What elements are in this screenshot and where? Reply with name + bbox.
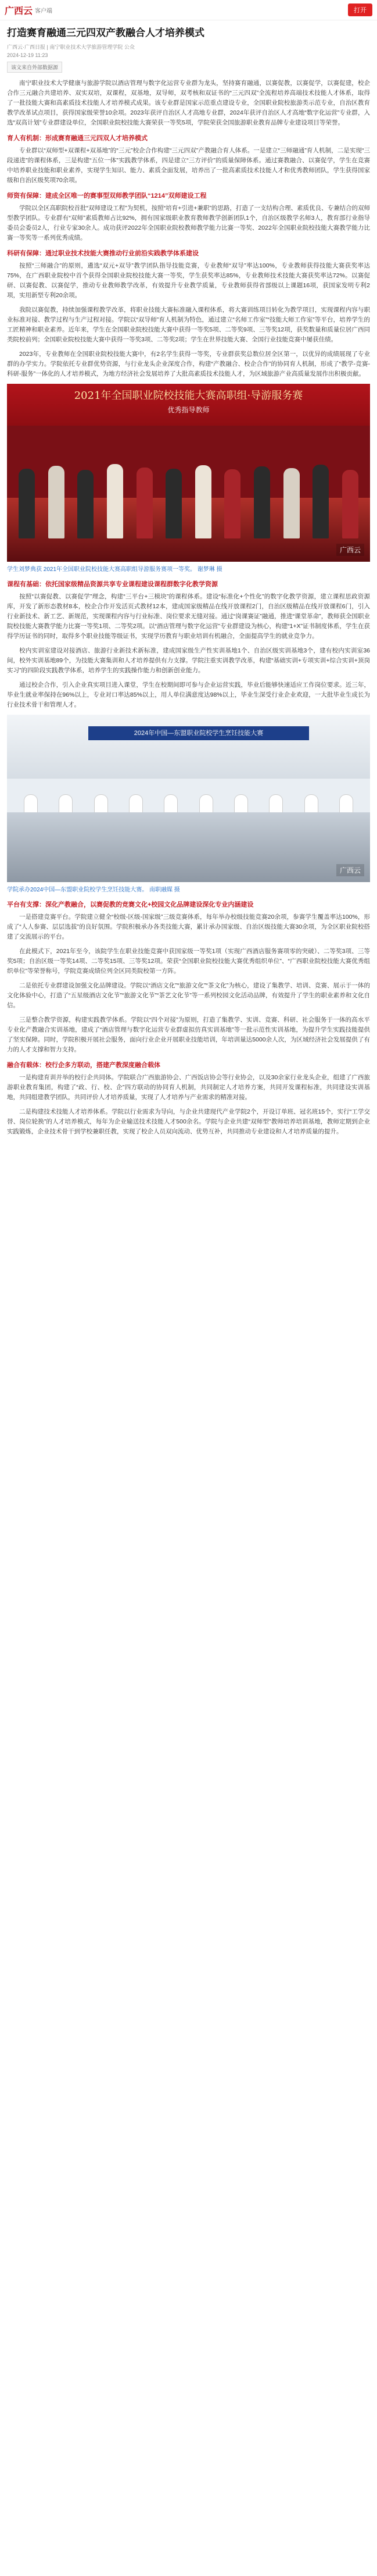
award-ceremony-photo[interactable] (7, 384, 370, 562)
section-heading: 平台有支撑：深化产教融合，以赛促教的竞赛文化+校园文化品牌建设深化专业内涵建设 (7, 901, 254, 908)
section-heading: 育人有机制：形成赛育融通三元四双人才培养模式 (7, 135, 148, 142)
photo-caption: 学院承办2024中国—东盟职业院校学生烹饪技能大赛。 南职融媒 摄 (7, 887, 180, 893)
section-paragraph: 在此模式下，2021年至今，该院学生在职业技能竞赛中获国家级一等奖1项（实现广西酒店服务赛项零的突破）、二等奖3项、三等奖5项；自治区级一等奖14项、二等奖15项、三等奖12项。荣获“全国职业院校技能大赛优秀组织单位”、“广西职业院校技能大赛优秀组织单位”等荣誉称号，学院竞赛成绩位列全区同类院校第一方阵。 (7, 948, 370, 975)
photo-watermark: 广西云 (336, 544, 364, 556)
section-paragraph: 一是构建育训并举的校行企共同体。学院联合广西旅游协会、广西饭店协会等行业协会，以及30余家行业龙头企业，组建了广西旅游职业教育集团，构建了“政、行、校、企”四方联动的协同育人机制，共同制定人才培养方案，共同开发课程标准，共同建设实训基地，共同组建教学团队，共同评价人才培养质量，实现了人才培养与产业需求的精准对接。 (7, 1074, 370, 1101)
person-figure (283, 468, 300, 538)
person-figure (107, 464, 123, 538)
section-paragraph: 2023年，专业教师在全国职业院校技能大赛中，有2名学生获得一等奖，专业群获奖总数位居全区第一，以优异的成绩展现了专业群的办学实力。学院依托专业群优势资源，与行业龙头企业深度合作，构建“产教融合、校企合作”的协同育人机制，形成了“教学-竞赛-科研-服务”一体化的人才培养模式，为地方经济社会发展培养了大批高素质技术技能人才，为区域旅游产业高质量发展作出积极贡献。 (7, 351, 370, 377)
app-logo[interactable] (5, 3, 52, 17)
article-source: 广西云·广西日报 | 南宁职业技术大学旅游管理学院 公众 (7, 44, 135, 50)
section-paragraph: 按照“以赛促教、以赛促学”理念，构建“三平台+三模块”的课程体系。建设“标准化+个性化”的数字化教学资源，建立课程思政资源库，开发了新形态教材8本，校企合作开发活页式教材12本，建成国家级精品在线开放课程2门，自治区级精品在线开放课程6门，引入行业新技术、新工艺、新规范，实现课程内容与行业标准、岗位要求无缝对接。通过“岗课赛证”融通，推进“课堂革命”，教师获全国职业院校技能大赛教学能力比赛一等奖1项、二等奖2项。以“酒店管理与数字化运营”专业群建设为核心，构建“1+X”证书制度体系，学生在获得学历证书的同时，取得多个职业技能等级证书，实现学历教育与职业培训有机融合，全面提高学生的就业竞争力。 (7, 593, 370, 640)
brand-name: 广西云 (5, 5, 33, 16)
photo-counter (7, 812, 370, 882)
section-paragraph: 我院以赛促教，持续加强课程教学改革，将职业技能大赛标准融入课程体系，将大赛训练项目转化为教学项目，实现课程内容与职业标准对接、教学过程与生产过程对接。学院以“双导师”育人机制为特色，通过建立“名师工作室”“技能大师工作室”等平台，培养学生的工匠精神和职业素养。近年来，学生在全国职业院校技能大赛中获得一等奖5项、二等奖9项、三等奖12项，获奖数量和质量位居广西同类院校前列；全国职业院校技能大赛中获得一等奖3项、二等奖2项；学生在世界技能大赛、全国行业技能竞赛中屡获佳绩。 (7, 306, 370, 343)
person-figure (224, 469, 240, 538)
section-paragraph: 学院以全区高职院校首批“双师建设工程”为契机，按照“培育+引进+兼职”的思路，打造了一支结构合理、素质优良、专兼结合的双师型教学团队。专业群有“双师”素质教师占比92%，拥有国家级职业教育教师教学创新团队1个，自治区级教学名师3人，教育部行业指导委员会委员2人，行业专家30余人。成功获评2022年全国职业院校教师教学能力比赛一等奖、2022年全国职业院校技能大赛教学能力比赛一等奖等一系列优秀成绩。 (7, 205, 370, 241)
photo-banner-subtitle: 优秀指导教师 (167, 406, 210, 414)
section-paragraph: 校内实训室建设对接酒店、旅游行业新技术新标准，建成国家级生产性实训基地1个、自治区级实训基地3个，建有校内实训室36间，校外实训基地89个，为技能大赛集训和人才培养提供有力支撑。学院注重实训教学改革，构建“基础实训+专项实训+综合实训+顶岗实习”的四阶段实践教学体系，培养学生的实践操作能力和创新创业能力。 (7, 647, 370, 674)
section-paragraph: 通过校企合作，引入企业真实项目进入课堂，学生在校期间即可参与企业运营实践，毕业后能够快速适应工作岗位要求。近三年，毕业生就业率保持在96%以上，专业对口率达85%以上，用人单位满意度达98%以上，毕业生深受行业企业欢迎，一大批毕业生成长为行业技术骨干和管理人才。 (7, 682, 370, 708)
intro-paragraph: 南宁职业技术大学健康与旅游学院以酒店管理与数字化运营专业群为龙头，坚持赛育融通，以赛促教，以赛促学，以赛促建，校企合作三元融合共建培养、双实双培，双课程，双基地，双导师，双考核和双证书的“三元四双”全流程培养高端技术技能人才体系，取得了一批技能大赛和高素质技术技能人才培养模式成果。该专业群是国家示范重点建设专业，全国职业院校旅游类示范专业，自治区教育教学改革试点项目，获得国家级荣誉10余项。2023年获评自治区人才高地专业群，2024年获评自治区人才高地“数字化运营”专业群，入选“双高计划”专业群建设单位，全国职业院校技能大赛荣获一等奖5项，学院荣获全国旅游职业教育品牌专业建设项目等荣誉。 (7, 80, 370, 126)
photo-people (19, 464, 358, 538)
cooking-contest-photo[interactable] (7, 715, 370, 882)
article-body (0, 20, 377, 1146)
section-heading: 师资有保障：建成全区唯一的赛事型双师教学团队“1214”双师建设工程 (7, 192, 207, 199)
person-figure (313, 465, 329, 538)
photo-caption: 学生刘梦典获 2021年全国职业院校技能大赛高职组导游服务赛项一等奖。 谢梦琳 摄 (7, 566, 222, 573)
section-heading: 课程有基础：依托国家级精品资源共享专业课程建设课程群数字化教学资源 (7, 581, 218, 588)
photo-watermark: 广西云 (336, 864, 364, 876)
person-figure (342, 470, 358, 538)
person-figure (48, 466, 64, 538)
section-heading: 科研有保障：通过职业技术技能大赛推动行业前沿实践教学体系建设 (7, 250, 199, 257)
article-title: 打造赛育融通三元四双产教融合人才培养模式 (7, 27, 204, 38)
section-paragraph: 专业群以“双师型+双课程+双基地”的“三元”校企合作构建“三元四双”产教融合育人体系。一是建立“三师融通”育人机制，二是实现“三段递进”的课程体系，三是构建“五位一体”实践教学体系，四是建立“三方评价”的质量保障体系。通过赛教融合、以赛促学，学生在竞赛中培养职业技能和职业素养，实现学生知识、能力、素质全面发展，培养出了一批高素质技术技能人才和优秀教师团队，学生获得国家级和自治区级奖项70余项。 (7, 147, 370, 184)
person-figure (19, 469, 35, 538)
section-paragraph: 按照“三师融合”的原则，遴选“双元+双导”教学团队指导技能竞赛，专业教师“双导”率达100%，专业教师获得技能大赛获奖率达75%，在广西职业院校中首个获得全国职业院校技能大赛一等奖，学生获奖率达85%，专业教师技术技能大赛获奖率达72%。以赛促研、以赛促教、以赛促学，推动专业教师教学改革，有效提升专业教学质量，专业教师获得省部级以上课题16项，获国家发明专利2项，实用新型专利20余项。 (7, 262, 370, 299)
photo-banner (7, 384, 370, 426)
section-heading: 融合有载体：校行企多方联动，搭建产教深度融合载体 (7, 1062, 160, 1069)
external-source-notice: 该文来自外部数据源 (7, 62, 62, 73)
contest-sign: 2024年中国—东盟职业院校学生烹饪技能大赛 (88, 726, 309, 740)
section-paragraph: 一是搭建竞赛平台。学院建立健全“校级-区级-国家级”三级竞赛体系，每年举办校级技能竞赛20余项，参赛学生覆盖率达100%，形成了“人人参赛、层层选拔”的良好氛围。学院积极承办各类技能大赛，累计承办国家级、自治区级技能大赛30余项，为全区职业院校搭建了交流展示的平台。 (7, 914, 370, 940)
photo-banner-title: 2021年全国职业院校技能大赛高职组·导游服务赛 (74, 390, 303, 402)
top-app-bar (0, 0, 377, 20)
section-paragraph: 三是整合教学资源，构建实践教学体系。学院以“四个对接”为原则，打造了集教学、实训、竞赛、科研、社会服务于一体的高水平专业化产教融合实训基地，建成了“酒店管理与数字化运营专业群虚拟仿真实训基地”等一批示范性实训基地，为提升学生实践技能提供了坚实保障。同时，学院积极开展社会服务，面向行业企业开展职业技能培训，年培训量达5000余人次，为区域经济社会发展提供了有力的人才支撑和智力支持。 (7, 1016, 370, 1053)
person-figure (137, 468, 153, 538)
brand-subtitle: 客户端 (35, 8, 53, 15)
person-figure (166, 469, 182, 538)
person-figure (254, 466, 270, 538)
person-figure (77, 470, 94, 538)
section-paragraph: 二是依托专业群建设加强文化品牌建设。学院以“酒店文化”“旅游文化”“茶文化”为核心，建设了集教学、培训、竞赛、展示于一体的文化体验中心，打造了“五星级酒店文化节”“旅游文化节”“茶艺文化节”等一系列校园文化活动品牌，有效提升了学生的职业素养和文化自信。 (7, 982, 370, 1009)
section-paragraph: 二是构建技术技能人才培养体系。学院以行业需求为导向，与企业共建现代产业学院2个，开设订单班、冠名班15个，实行“工学交替、岗位轮换”的人才培养模式，每年为企业输送技术技能人才500余名。学院与企业共建“双师型”教师培养培训基地，教师定期到企业实践锻炼，企业技术骨干到学校兼职任教，实现了校企人员双向流动、优势互补，共同推动专业建设和人才培养质量的提升。 (7, 1108, 370, 1135)
article-date: 2024-12-19 11:23 (7, 52, 48, 58)
open-app-button[interactable]: 打开 (348, 3, 372, 16)
photo-wall (7, 715, 370, 779)
person-figure (195, 465, 211, 538)
